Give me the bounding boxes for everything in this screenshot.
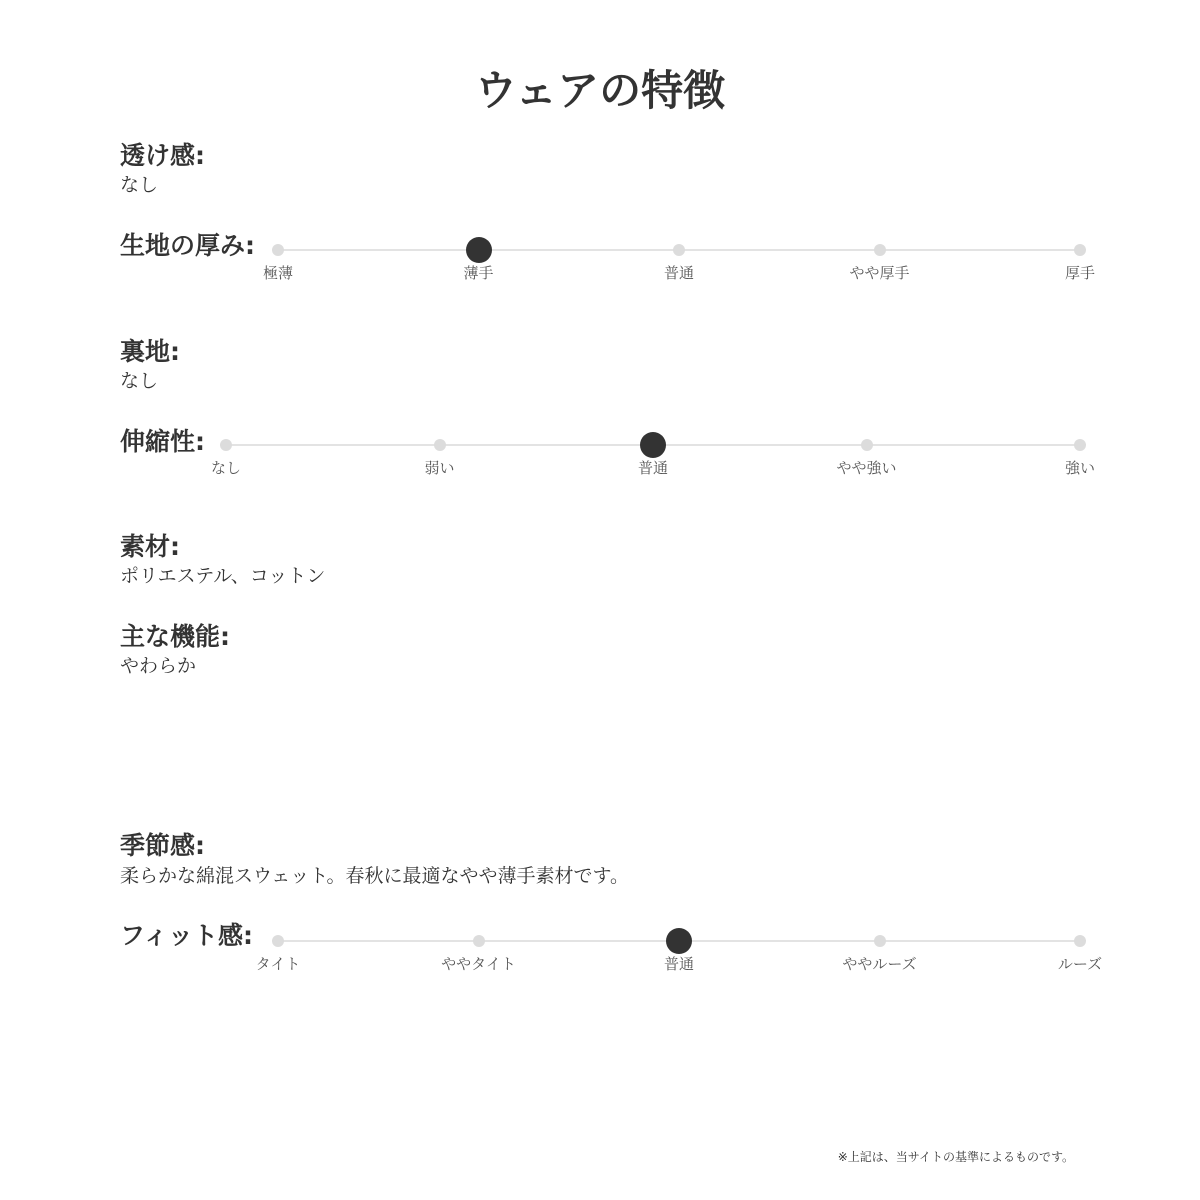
fit-scale [255, 931, 1103, 991]
stretch-scale [210, 435, 1095, 495]
stretch-dot [1074, 439, 1086, 451]
material-value: ポリエステル、コットン [120, 565, 326, 587]
material-label: 素材: [120, 532, 180, 561]
stretch-dot [861, 439, 873, 451]
thickness-dot [874, 244, 886, 256]
stretch-option-label: 強い [1064, 459, 1095, 477]
footnote: ※上記は、当サイトの基準によるものです。 [837, 1150, 1074, 1164]
stretch-label: 伸縮性: [120, 427, 205, 456]
stretch-option-label: 普通 [637, 459, 668, 477]
season-label: 季節感: [120, 831, 205, 860]
thickness-option-label: 厚手 [1064, 264, 1095, 282]
function-value: やわらか [120, 655, 197, 677]
fit-option-label: ややタイト [441, 955, 516, 973]
thickness-dot [673, 244, 685, 256]
thickness-option-label: 普通 [663, 264, 694, 282]
stretch-dot [220, 439, 232, 451]
thickness-dot [272, 244, 284, 256]
function-label: 主な機能: [120, 622, 230, 651]
fit-option-label: ややルーズ [842, 955, 917, 973]
fit-label: フィット感: [120, 921, 253, 950]
stretch-selected-dot [640, 432, 666, 458]
transparency-label: 透け感: [120, 141, 205, 170]
thickness-option-label: 薄手 [463, 264, 494, 282]
thickness-selected-dot [466, 237, 492, 263]
stretch-option-label: なし [210, 459, 241, 477]
season-value: 柔らかな綿混スウェット。春秋に最適なやや薄手素材です。 [120, 865, 630, 887]
page-title: ウェアの特徴 [474, 66, 726, 115]
fit-dot [272, 935, 284, 947]
stretch-dot [434, 439, 446, 451]
thickness-scale [262, 240, 1095, 300]
fit-option-label: タイト [255, 955, 301, 973]
thickness-dot [1074, 244, 1086, 256]
thickness-option-label: やや厚手 [849, 264, 910, 282]
lining-label: 裏地: [120, 337, 180, 366]
stretch-option-label: 弱い [424, 459, 455, 477]
fit-dot [473, 935, 485, 947]
fit-option-label: 普通 [663, 955, 694, 973]
thickness-option-label: 極薄 [262, 264, 293, 282]
lining-value: なし [120, 370, 159, 392]
stretch-option-label: やや強い [836, 459, 897, 477]
transparency-value: なし [120, 174, 159, 196]
fit-dot [1074, 935, 1086, 947]
fit-selected-dot [666, 928, 692, 954]
fit-option-label: ルーズ [1057, 955, 1103, 973]
thickness-label: 生地の厚み: [120, 231, 255, 260]
fit-dot [874, 935, 886, 947]
